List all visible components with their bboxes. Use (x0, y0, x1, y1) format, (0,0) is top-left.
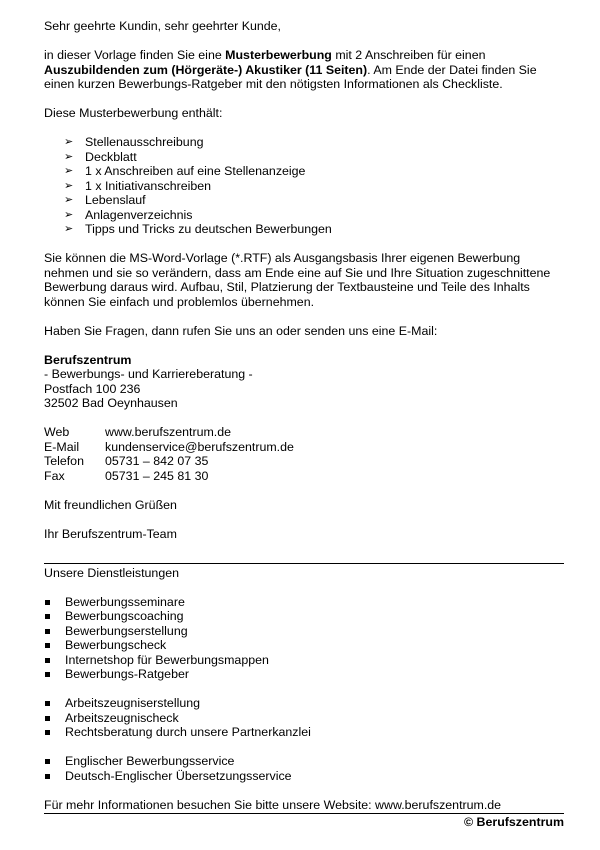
services-list-3 (44, 754, 564, 783)
contents-heading: Diese Musterbewerbung enthält: (44, 106, 223, 120)
intro-bold-1: Musterbewerbung (225, 48, 332, 62)
address-block (44, 353, 564, 411)
list-item: ➢ Lebenslauf (64, 193, 146, 207)
square-bullet-icon (45, 614, 50, 619)
city: 32502 Bad Oeynhausen (44, 396, 178, 410)
square-bullet-icon (45, 672, 50, 677)
list-item: Bewerbungserstellung (44, 624, 564, 639)
list-item: Arbeitszeugnischeck (44, 711, 564, 726)
list-item: Englischer Bewerbungsservice (44, 754, 564, 769)
arrow-bullet-icon: ➢ (64, 165, 74, 177)
list-item: ➢ Anlagenverzeichnis (64, 207, 193, 222)
questions-paragraph: Haben Sie Fragen, dann rufen Sie uns an oder senden uns eine E-Mail: (44, 323, 438, 338)
document-page (44, 19, 564, 830)
square-bullet-icon (45, 774, 50, 779)
square-bullet-icon (45, 658, 50, 663)
footer-info: Für mehr Informationen besuchen Sie bitte unsere Website: www.berufszentrum.de (44, 798, 564, 815)
arrow-bullet-icon: ➢ (64, 194, 74, 206)
contact-row-email: E-Mail kundenservice@berufszentrum.de (44, 439, 294, 454)
list-item: Rechtsberatung durch unsere Partnerkanzlei (44, 725, 564, 740)
contact-row-fax: Fax 05731 – 245 81 30 (44, 468, 209, 483)
list-item: Bewerbungscheck (44, 638, 564, 653)
square-bullet-icon (45, 643, 50, 648)
company-subtitle: - Bewerbungs- und Karriereberatung - (44, 367, 253, 381)
closing: Mit freundlichen Grüßen (44, 497, 177, 512)
list-item: Bewerbungs-Ratgeber (44, 667, 564, 682)
list-item: Bewerbungsseminare (44, 595, 564, 610)
square-bullet-icon (45, 730, 50, 735)
square-bullet-icon (45, 716, 50, 721)
web-link[interactable]: www.berufszentrum.de (105, 425, 232, 439)
list-item: Bewerbungscoaching (44, 609, 564, 624)
services-list-1 (44, 595, 564, 682)
intro-bold-2: Auszubildenden zum (Hörgeräte-) Akustiker (11 Seiten) (44, 62, 368, 77)
list-item: Arbeitszeugniserstellung (44, 696, 564, 711)
greeting: Sehr geehrte Kundin, sehr geehrter Kunde, (44, 19, 281, 33)
square-bullet-icon (45, 600, 50, 605)
intro-paragraph: in dieser Vorlage finden Sie eine Musterbewerbung mit 2 Anschreiben für einen Auszubildenden zum (Hörgeräte-) Akustiker (11 Seiten). Am Ende der Datei finden Sie einen kurzen Bewerbungs-Ratgeber mit den nötigsten Informationen als Checkliste. (44, 48, 537, 91)
square-bullet-icon (45, 759, 50, 764)
arrow-bullet-icon: ➢ (64, 150, 74, 163)
arrow-bullet-icon: ➢ (64, 136, 74, 148)
square-bullet-icon (45, 701, 50, 706)
services-heading: Unsere Dienstleistungen (44, 563, 564, 581)
arrow-bullet-icon: ➢ (64, 179, 74, 192)
list-item: ➢ Tipps und Tricks zu deutschen Bewerbungen (64, 222, 332, 236)
signature: Ihr Berufszentrum-Team (44, 526, 177, 541)
contact-row-web: Web www.berufszentrum.de (44, 425, 232, 439)
arrow-bullet-icon: ➢ (64, 208, 74, 221)
square-bullet-icon (45, 629, 50, 634)
list-item: ➢ Deckblatt (64, 149, 137, 164)
contents-list (44, 135, 564, 237)
list-item: Internetshop für Bewerbungsmappen (44, 653, 564, 668)
email-link[interactable]: kundenservice@berufszentrum.de (105, 439, 294, 454)
arrow-bullet-icon: ➢ (64, 223, 74, 235)
copyright: © Berufszentrum (463, 815, 564, 829)
list-item: Deutsch-Englischer Übersetzungsservice (44, 769, 564, 784)
contact-row-phone: Telefon 05731 – 842 07 35 (44, 454, 209, 468)
phone-value: 05731 – 842 07 35 (105, 454, 209, 468)
list-item: ➢ 1 x Initiativanschreiben (64, 178, 212, 193)
postbox: Postfach 100 236 (44, 381, 141, 396)
fax-value: 05731 – 245 81 30 (105, 468, 209, 483)
list-item: ➢ Stellenausschreibung (64, 135, 204, 149)
usage-paragraph: Sie können die MS-Word-Vorlage (*.RTF) als Ausgangsbasis Ihrer eigenen Bewerbung nehmen und sie so verändern, dass am Ende eine auf Sie und Ihre Situation zugeschnittene Bewerbung daraus wird. Aufbau, Stil, Platzierung der Textbausteine und Teile des Inhalts können Sie einfach und problemlos übernehmen. (44, 251, 551, 309)
contact-block (44, 425, 564, 483)
services-list-2 (44, 696, 564, 740)
company-name: Berufszentrum (44, 352, 132, 367)
list-item: ➢ 1 x Anschreiben auf eine Stellenanzeige (64, 164, 306, 178)
